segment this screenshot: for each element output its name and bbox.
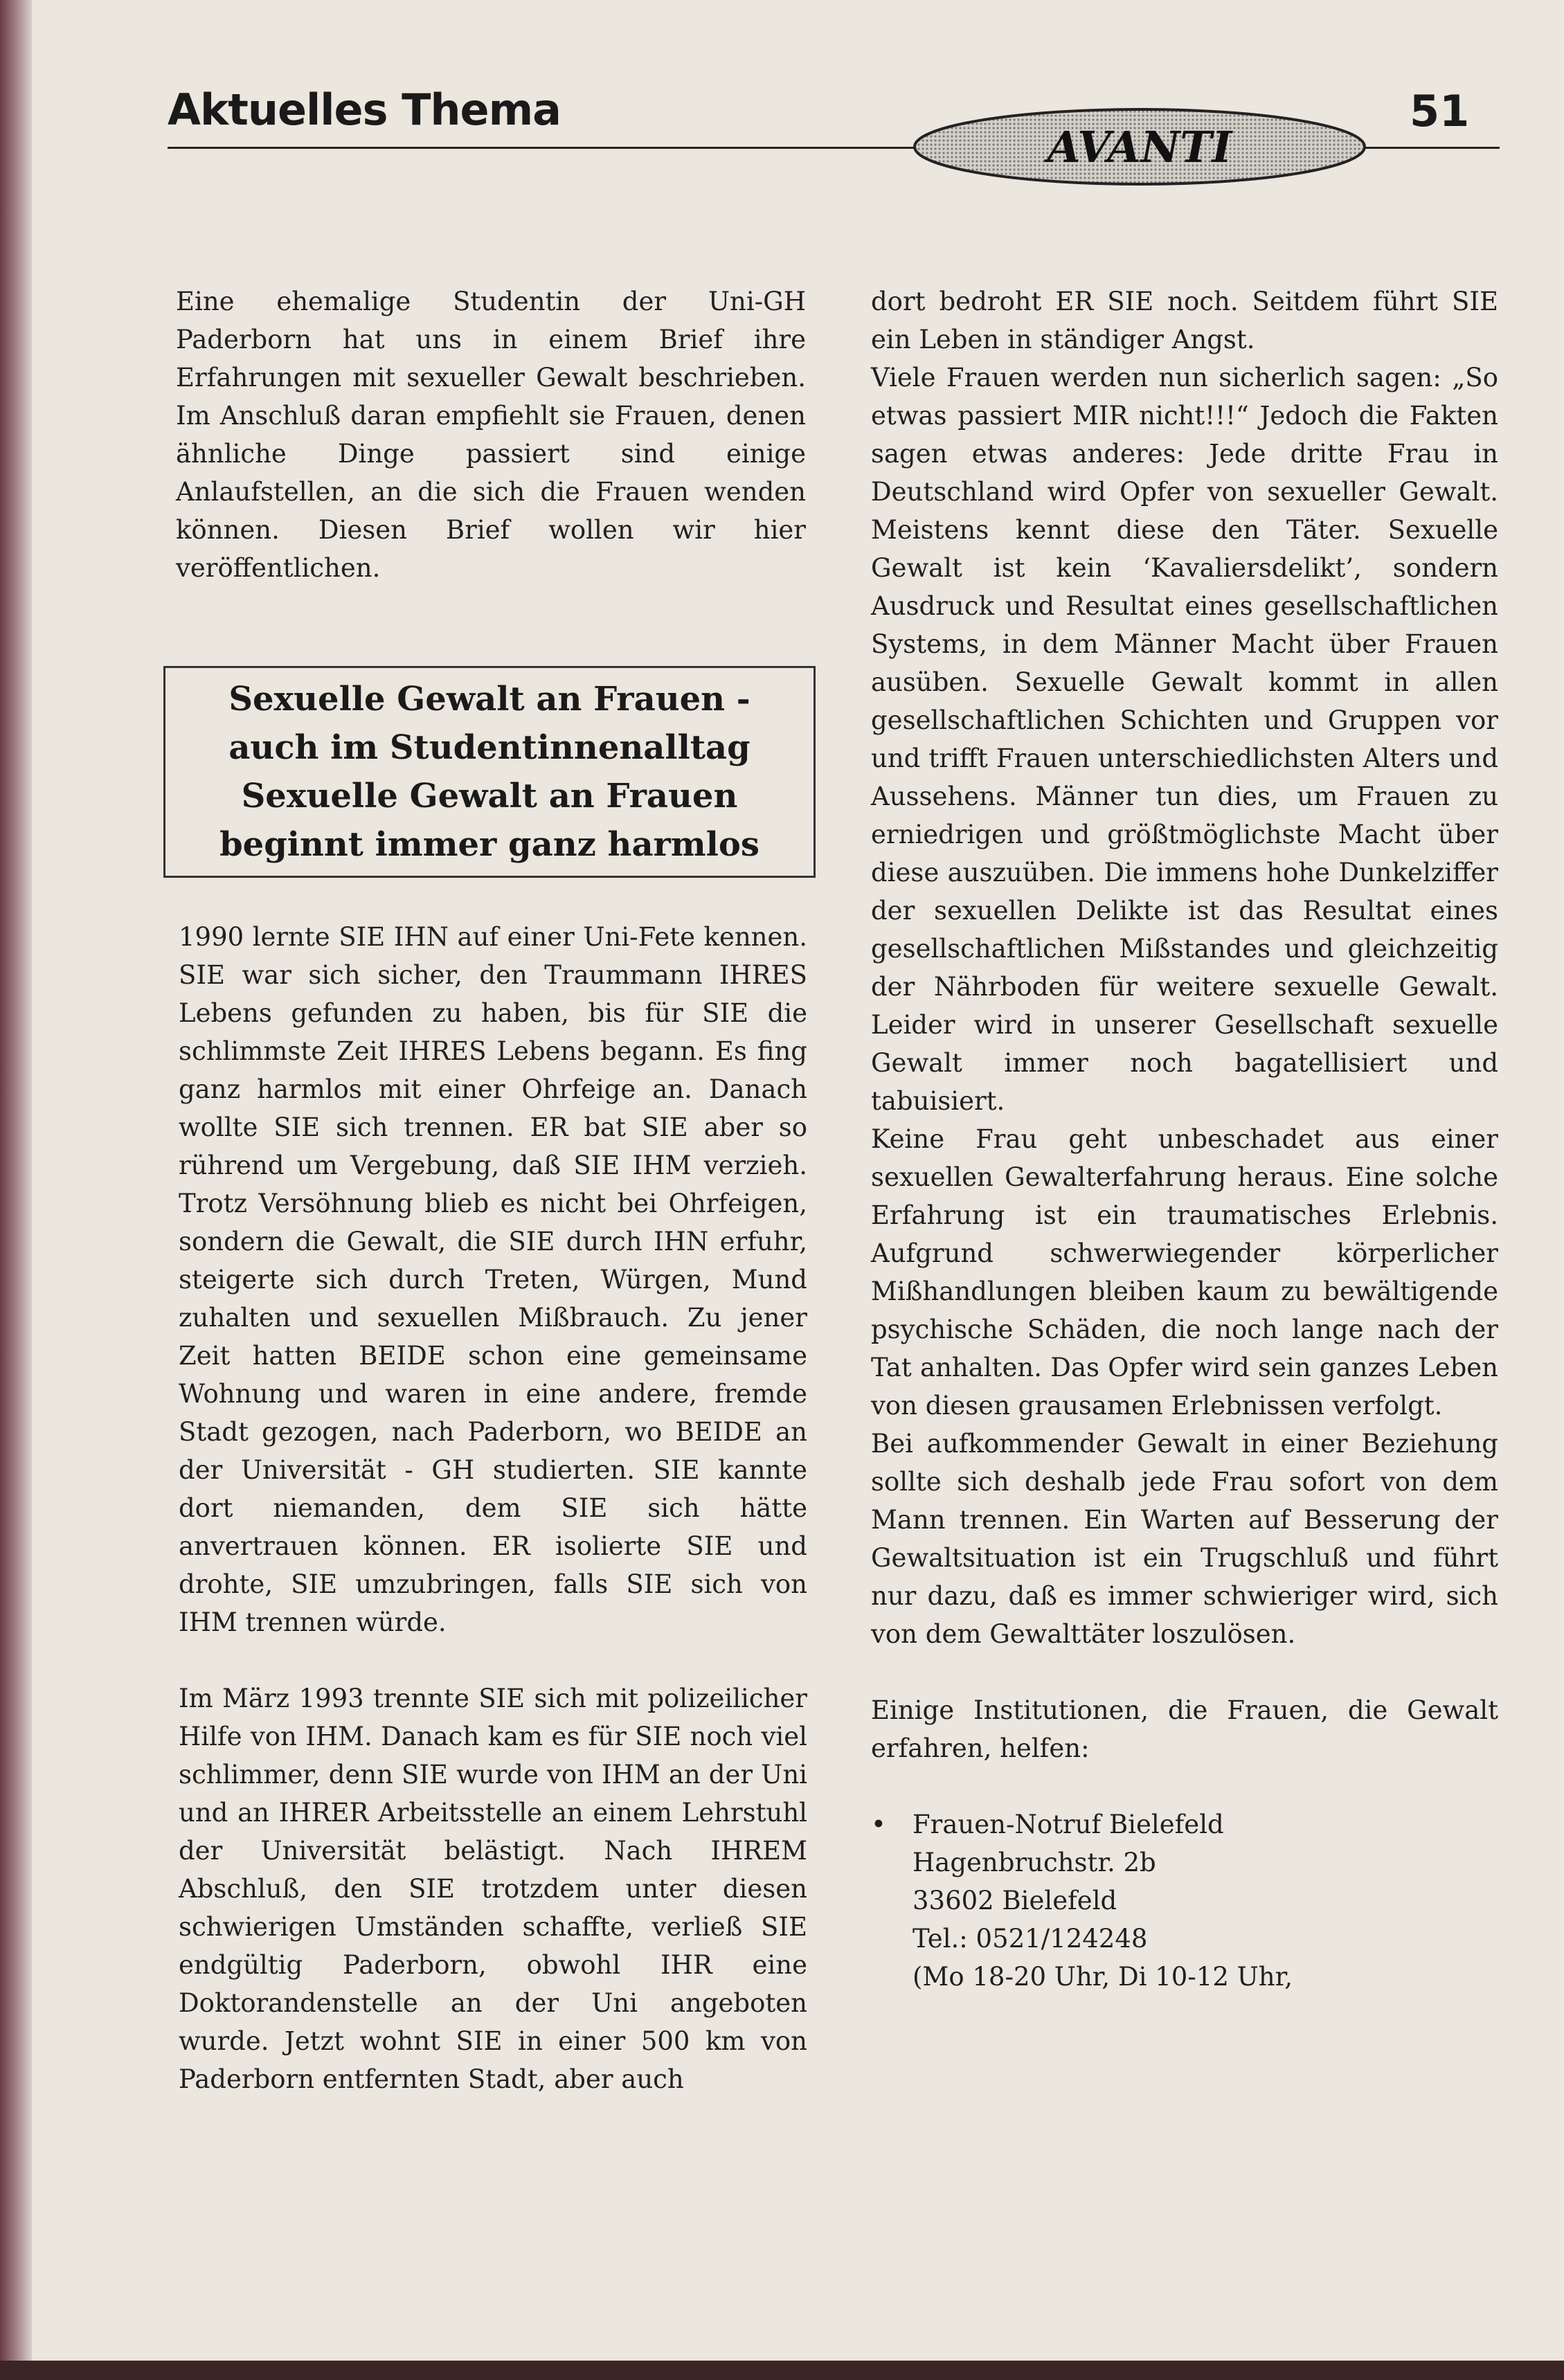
book-binding [0, 0, 32, 2380]
right-paragraph-3: Keine Frau geht unbeschadet aus einer sexuellen Gewalterfahrung heraus. Eine solche Erfahrung ist ein traumatisches Erlebnis. Aufgrund schwerwiegender körperlicher Mißhandlungen bleiben kaum zu bewältigende psychische Schäden, die noch lange nach der Tat anhalten. Das Opfer wird sein ganzes Leben von diesen grausamen Erlebnissen verfolgt. [871, 1124, 1498, 1421]
intro-paragraph [176, 282, 806, 587]
right-paragraph-2: Viele Frauen werden nun sicherlich sagen: „So etwas passiert MIR nicht!!!“ Jedoch die Fakten sagen etwas anderes: Jede dritte Frau in Deutschland wird Opfer von sexueller Gewalt. Meistens kennt diese den Täter. Sexuelle Gewalt ist kein ‘Kavaliersdelikt’, sondern Ausdruck und Resultat eines gesellschaftlichen Systems, in dem Männer Macht über Frauen ausüben. Sexuelle Gewalt kommt in allen gesellschaftlichen Schichten und Gruppen vor und trifft Frauen unterschiedlichsten Alters und Aussehens. Männer tun dies, um Frauen zu erniedrigen und größtmöglichste Macht über diese auszuüben. Die immens hohe Dunkelziffer der sexuellen Delikte ist das Resultat eines gesellschaftlichen Mißstandes und gleichzeitig der Nährboden für weitere sexuelle Gewalt. Leider wird in unserer Gesellschaft sexuelle Gewalt immer noch bagatellisiert und tabuisiert. [871, 363, 1498, 1116]
headline: Sexuelle Gewalt an Frauen - auch im Studentinnenalltag Sexuelle Gewalt an Frauen beginnt immer ganz harmlos [219, 680, 759, 864]
left-paragraph-1: 1990 lernte SIE IHN auf einer Uni-Fete kennen. SIE war sich sicher, den Traummann IHRES Lebens gefunden zu haben, bis für SIE die schlimmste Zeit IHRES Lebens begann. Es fing ganz harmlos mit einer Ohrfeige an. Danach wollte SIE sich trennen. ER bat SIE aber so rührend um Vergebung, daß SIE IHM verzieh. Trotz Versöhnung blieb es nicht bei Ohrfeigen, sondern die Gewalt, die SIE durch IHN erfuhr, steigerte sich durch Treten, Würgen, Mund zuhalten und sexuellen Mißbrauch. Zu jener Zeit hatten BEIDE schon eine gemeinsame Wohnung und waren in eine andere, fremde Stadt gezogen, nach Paderborn, wo BEIDE an der Universität - GH studierten. SIE kannte dort niemanden, dem SIE sich hätte anvertrauen können. ER isolierte SIE und drohte, SIE umzubringen, falls SIE sich von IHM trennen würde. [179, 922, 807, 1637]
right-paragraph-4: Bei aufkommender Gewalt in einer Beziehung sollte sich deshalb jede Frau sofort von dem Mann trennen. Ein Warten auf Besserung der Gewaltsituation ist ein Trugschluß und führt nur dazu, daß es immer schwieriger wird, sich von dem Gewalttäter loszulösen. [871, 1429, 1498, 1649]
institution-hours: (Mo 18-20 Uhr, Di 10-12 Uhr, [913, 1962, 1293, 1992]
magazine-page [32, 0, 1564, 2361]
institutions-list [871, 1805, 1498, 1996]
header-rule-left [168, 147, 957, 149]
left-column-body [179, 918, 807, 2098]
right-column-body [871, 282, 1498, 1996]
institution-city: 33602 Bielefeld [913, 1886, 1117, 1915]
page-number: 51 [1410, 86, 1470, 136]
section-title: Aktuelles Thema [168, 84, 561, 135]
intro-text: Eine ehemalige Studentin der Uni-GH Paderborn hat uns in einem Brief ihre Erfahrungen mit sexueller Gewalt beschrieben. Im Anschluß daran empfiehlt sie Frauen, denen ähnliche Dinge passiert sind einige Anlaufstellen, an die sich die Frauen wenden können. Diesen Brief wollen wir hier veröffentlichen. [176, 287, 806, 583]
right-paragraph-1: dort bedroht ER SIE noch. Seitdem führt SIE ein Leben in ständiger Angst. [871, 287, 1498, 354]
institution-phone: Tel.: 0521/124248 [913, 1924, 1148, 1954]
page-bottom-edge [0, 2361, 1564, 2380]
avanti-logo [904, 105, 1375, 188]
headline-box [163, 666, 816, 878]
left-paragraph-2: Im März 1993 trennte SIE sich mit polizeilicher Hilfe von IHM. Danach kam es für SIE noch viel schlimmer, denn SIE wurde von IHM an der Uni und an IHRER Arbeitsstelle an einem Lehrstuhl der Universität belästigt. Nach IHREM Abschluß, den SIE trotzdem unter diesen schwierigen Umständen schaffte, verließ SIE endgültig Paderborn, obwohl IHR eine Doktorandenstelle an der Uni angeboten wurde. Jetzt wohnt SIE in einer 500 km von Paderborn entfernten Stadt, aber auch [179, 1684, 807, 2094]
institution-street: Hagenbruchstr. 2b [913, 1848, 1156, 1877]
institution-name: • Frauen-Notruf Bielefeld [913, 1810, 1224, 1839]
list-item [871, 1805, 1498, 1996]
avanti-logo-text: AVANTI [1047, 122, 1232, 172]
institutions-intro: Einige Institutionen, die Frauen, die Gewalt erfahren, helfen: [871, 1695, 1498, 1763]
